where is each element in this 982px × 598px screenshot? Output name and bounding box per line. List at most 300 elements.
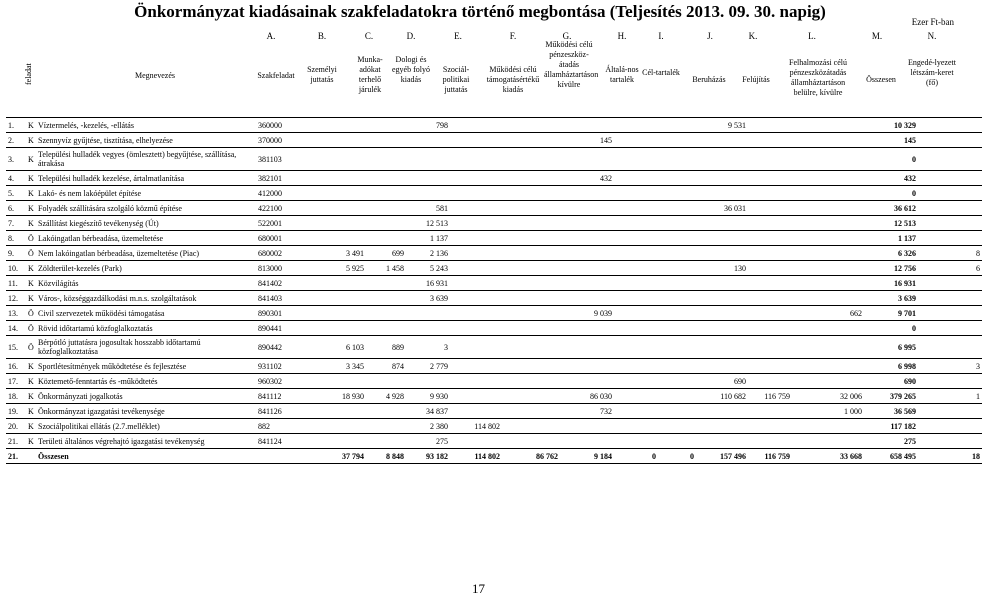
cell-j (658, 276, 696, 291)
row-name: Önkormányzati jogalkotás (36, 389, 256, 404)
total-label: Összesen (36, 449, 256, 464)
cell-g (502, 133, 560, 148)
cell-h (560, 261, 614, 276)
cell-m (792, 291, 864, 306)
row-name: Víztermelés, -kezelés, -ellátás (36, 118, 256, 133)
cell-g (502, 276, 560, 291)
cell-c (318, 216, 366, 231)
table-row (6, 276, 982, 291)
cell-n (918, 419, 982, 434)
cell-k2 (696, 186, 748, 201)
cell-m2: 12 513 (864, 216, 918, 231)
row-number: 19. (6, 404, 26, 419)
cell-c (318, 231, 366, 246)
row-name: Civil szervezetek működési támogatása (36, 306, 256, 321)
cell-i (614, 118, 658, 133)
cell-k2 (696, 336, 748, 359)
cell-e: 12 513 (406, 216, 450, 231)
cell-d (366, 306, 406, 321)
cell-c (318, 171, 366, 186)
cell-i (614, 231, 658, 246)
row-type: K (26, 171, 36, 186)
cell-n: 8 (918, 246, 982, 261)
cell-d: 4 928 (366, 389, 406, 404)
col-letter-a: A. (266, 31, 276, 41)
cell-f (450, 148, 502, 171)
row-name: Települési hulladék vegyes (ömlesztett) begyűjtése, szállítása, átrakása (36, 148, 256, 171)
cell-m (792, 359, 864, 374)
cell-i (614, 171, 658, 186)
header-osszesen: Összesen (866, 75, 896, 84)
cell-i (614, 336, 658, 359)
row-name: Folyadék szállítására szolgáló közmű építése (36, 201, 256, 216)
row-number: 16. (6, 359, 26, 374)
row-szakfeladat: 680002 (256, 246, 318, 261)
cell-h: 9 039 (560, 306, 614, 321)
cell-i (614, 246, 658, 261)
cell-n: 3 (918, 359, 982, 374)
total-cell-n: 18 (918, 449, 982, 464)
row-number: 14. (6, 321, 26, 336)
cell-f (450, 336, 502, 359)
cell-k2: 9 531 (696, 118, 748, 133)
row-type: K (26, 291, 36, 306)
cell-k2 (696, 321, 748, 336)
row-type: K (26, 133, 36, 148)
cell-g (502, 374, 560, 389)
cell-m2: 6 998 (864, 359, 918, 374)
cell-n (918, 276, 982, 291)
cell-k2 (696, 419, 748, 434)
table-row (6, 291, 982, 306)
row-name: Lakóingatlan bérbeadása, üzemeltetése (36, 231, 256, 246)
row-szakfeladat: 882 (256, 419, 318, 434)
row-type: K (26, 389, 36, 404)
cell-n (918, 216, 982, 231)
row-name: Bérpótló juttatásra jogosultak hosszabb időtartamú közfoglalkoztatása (36, 336, 256, 359)
cell-e: 16 931 (406, 276, 450, 291)
total-row (6, 449, 982, 464)
row-name: Város-, községgazdálkodási m.n.s. szolgáltatások (36, 291, 256, 306)
row-type: K (26, 186, 36, 201)
cell-h (560, 374, 614, 389)
table-row (6, 201, 982, 216)
row-type: Ö (26, 231, 36, 246)
cell-j (658, 216, 696, 231)
row-szakfeladat: 382101 (256, 171, 318, 186)
col-letter-j: J. (707, 31, 713, 41)
row-number: 7. (6, 216, 26, 231)
cell-m2: 3 639 (864, 291, 918, 306)
cell-n (918, 118, 982, 133)
row-szakfeladat: 412000 (256, 186, 318, 201)
cell-j (658, 201, 696, 216)
cell-n (918, 321, 982, 336)
cell-m2: 6 326 (864, 246, 918, 261)
cell-d: 889 (366, 336, 406, 359)
cell-m2: 6 995 (864, 336, 918, 359)
cell-c (318, 404, 366, 419)
row-number: 11. (6, 276, 26, 291)
cell-g (502, 171, 560, 186)
cell-j (658, 231, 696, 246)
row-name: Területi általános végrehajtó igazgatási tevékenység (36, 434, 256, 449)
cell-i (614, 389, 658, 404)
row-type: K (26, 419, 36, 434)
table-row (6, 171, 982, 186)
cell-m (792, 186, 864, 201)
cell-i (614, 216, 658, 231)
cell-h (560, 186, 614, 201)
cell-m (792, 434, 864, 449)
total-cell-e: 93 182 (406, 449, 450, 464)
col-letter-n: N. (927, 31, 937, 41)
cell-n (918, 133, 982, 148)
cell-m (792, 261, 864, 276)
row-type: Ö (26, 336, 36, 359)
cell-g (502, 419, 560, 434)
row-type: K (26, 359, 36, 374)
cell-i (614, 148, 658, 171)
row-name: Szállítást kiegészítő tevékenység (Út) (36, 216, 256, 231)
cell-m: 662 (792, 306, 864, 321)
cell-m (792, 201, 864, 216)
cell-l (748, 186, 792, 201)
cell-e (406, 321, 450, 336)
cell-m2: 690 (864, 374, 918, 389)
row-szakfeladat: 370000 (256, 133, 318, 148)
total-cell-i: 9 184 (560, 449, 614, 464)
cell-j (658, 434, 696, 449)
cell-n (918, 404, 982, 419)
cell-f (450, 374, 502, 389)
row-type: K (26, 374, 36, 389)
table-row (6, 118, 982, 133)
row-type: Ö (26, 321, 36, 336)
row-type: Ö (26, 306, 36, 321)
cell-n (918, 231, 982, 246)
total-cell-k2: 157 496 (696, 449, 748, 464)
cell-d: 1 458 (366, 261, 406, 276)
cell-d (366, 216, 406, 231)
cell-g (502, 148, 560, 171)
row-name: Köztemető-fenntartás és -működtetés (36, 374, 256, 389)
row-number: 9. (6, 246, 26, 261)
cell-f (450, 321, 502, 336)
cell-i (614, 201, 658, 216)
cell-m (792, 246, 864, 261)
cell-i (614, 434, 658, 449)
row-szakfeladat: 890301 (256, 306, 318, 321)
cell-k2 (696, 148, 748, 171)
cell-e: 581 (406, 201, 450, 216)
cell-g (502, 186, 560, 201)
cell-j (658, 186, 696, 201)
cell-g (502, 201, 560, 216)
cell-g (502, 434, 560, 449)
cell-c: 5 925 (318, 261, 366, 276)
row-type: K (26, 216, 36, 231)
cell-d: 874 (366, 359, 406, 374)
cell-l (748, 359, 792, 374)
cell-l (748, 261, 792, 276)
row-number: 10. (6, 261, 26, 276)
cell-l (748, 291, 792, 306)
table-row (6, 186, 982, 201)
row-type: K (26, 276, 36, 291)
cell-d (366, 118, 406, 133)
page-number: 17 (472, 581, 485, 596)
header-munkaado: Munka-adókat terhelő járulék (357, 55, 383, 94)
cell-e: 34 837 (406, 404, 450, 419)
row-name: Rövid időtartamú közfoglalkoztatás (36, 321, 256, 336)
row-name: Szociálpolitikai ellátás (2.7.melléklet) (36, 419, 256, 434)
header-beruhazas: Beruházás (692, 75, 726, 84)
cell-h (560, 148, 614, 171)
cell-k2: 110 682 (696, 389, 748, 404)
cell-l (748, 419, 792, 434)
cell-g (502, 291, 560, 306)
cell-f (450, 306, 502, 321)
table-row (6, 246, 982, 261)
header-felujitas: Felújítás (742, 75, 770, 84)
cell-f (450, 171, 502, 186)
cell-j (658, 404, 696, 419)
total-cell-j: 0 (614, 449, 658, 464)
cell-g (502, 321, 560, 336)
row-name: Lakó- és nem lakóépület építése (36, 186, 256, 201)
table-row (6, 336, 982, 359)
cell-d (366, 321, 406, 336)
cell-d (366, 434, 406, 449)
cell-f (450, 186, 502, 201)
cell-m2: 0 (864, 321, 918, 336)
cell-l: 116 759 (748, 389, 792, 404)
row-number: 20. (6, 419, 26, 434)
cell-m2: 117 182 (864, 419, 918, 434)
col-letter-e: E. (454, 31, 462, 41)
cell-m: 32 006 (792, 389, 864, 404)
unit-label: Ezer Ft-ban (911, 17, 954, 27)
table-row (6, 261, 982, 276)
total-cell-h: 86 762 (502, 449, 560, 464)
cell-d (366, 201, 406, 216)
cell-c (318, 306, 366, 321)
cell-l (748, 118, 792, 133)
cell-m2: 9 701 (864, 306, 918, 321)
row-type: K (26, 148, 36, 171)
cell-n (918, 148, 982, 171)
cell-h (560, 419, 614, 434)
cell-e (406, 148, 450, 171)
cell-h: 432 (560, 171, 614, 186)
cell-l (748, 133, 792, 148)
cell-e: 2 779 (406, 359, 450, 374)
cell-i (614, 186, 658, 201)
cell-j (658, 148, 696, 171)
row-szakfeladat: 841126 (256, 404, 318, 419)
cell-f (450, 231, 502, 246)
row-szakfeladat: 422100 (256, 201, 318, 216)
cell-g (502, 261, 560, 276)
header-szocialpol: Szociál-politikai juttatás (442, 65, 470, 94)
cell-m2: 432 (864, 171, 918, 186)
cell-e: 1 137 (406, 231, 450, 246)
cell-k2 (696, 306, 748, 321)
row-szakfeladat: 381103 (256, 148, 318, 171)
cell-d (366, 291, 406, 306)
cell-c (318, 374, 366, 389)
row-type: K (26, 434, 36, 449)
row-szakfeladat: 960302 (256, 374, 318, 389)
cell-j (658, 419, 696, 434)
cell-m (792, 148, 864, 171)
cell-h (560, 321, 614, 336)
cell-j (658, 306, 696, 321)
cell-k2 (696, 171, 748, 186)
cell-d (366, 231, 406, 246)
row-type: K (26, 118, 36, 133)
cell-f (450, 276, 502, 291)
cell-k2: 130 (696, 261, 748, 276)
cell-h: 86 030 (560, 389, 614, 404)
cell-m2: 145 (864, 133, 918, 148)
cell-e (406, 374, 450, 389)
cell-h (560, 216, 614, 231)
cell-f (450, 133, 502, 148)
header-szemelyi: Személyi juttatás (307, 65, 337, 84)
cell-j (658, 374, 696, 389)
cell-m (792, 118, 864, 133)
col-letter-m: M. (871, 31, 883, 41)
cell-h (560, 336, 614, 359)
cell-h (560, 246, 614, 261)
cell-m: 1 000 (792, 404, 864, 419)
row-number: 13. (6, 306, 26, 321)
cell-c: 18 930 (318, 389, 366, 404)
cell-l (748, 434, 792, 449)
table-row (6, 231, 982, 246)
cell-f: 114 802 (450, 419, 502, 434)
cell-l (748, 276, 792, 291)
cell-d: 699 (366, 246, 406, 261)
cell-f (450, 291, 502, 306)
cell-e: 2 380 (406, 419, 450, 434)
cell-l (748, 404, 792, 419)
header-engedelyezett-letszam: Engedé-lyezett létszám-keret (fő) (908, 58, 956, 87)
cell-c (318, 434, 366, 449)
header-szakfeladat: Szakfeladat (257, 71, 295, 80)
cell-n (918, 306, 982, 321)
row-number: 2. (6, 133, 26, 148)
total-cell-j2: 0 (658, 449, 696, 464)
cell-m2: 1 137 (864, 231, 918, 246)
row-szakfeladat: 890442 (256, 336, 318, 359)
cell-g (502, 359, 560, 374)
cell-m2: 36 569 (864, 404, 918, 419)
header-dologi: Dologi és egyéb folyó kiadás (392, 55, 430, 84)
cell-m2: 0 (864, 186, 918, 201)
total-cell-m: 33 668 (792, 449, 864, 464)
cell-h: 145 (560, 133, 614, 148)
cell-n (918, 171, 982, 186)
cell-g (502, 306, 560, 321)
cell-h (560, 434, 614, 449)
total-cell-l: 116 759 (748, 449, 792, 464)
cell-e: 3 639 (406, 291, 450, 306)
cell-m (792, 231, 864, 246)
cell-e: 798 (406, 118, 450, 133)
row-name: Közvilágítás (36, 276, 256, 291)
cell-j (658, 291, 696, 306)
cell-j (658, 359, 696, 374)
cell-c (318, 419, 366, 434)
cell-j (658, 118, 696, 133)
cell-n (918, 336, 982, 359)
cell-m2: 379 265 (864, 389, 918, 404)
cell-c (318, 291, 366, 306)
cell-m (792, 419, 864, 434)
row-name: Szennyvíz gyűjtése, tisztítása, elhelyezése (36, 133, 256, 148)
cell-k2: 36 031 (696, 201, 748, 216)
row-type: K (26, 404, 36, 419)
total-cell-c: 37 794 (318, 449, 366, 464)
header-mukodesi-tamogatas: Működési célú támogatásértékű kiadás (486, 65, 540, 94)
total-type (26, 449, 36, 464)
cell-d (366, 171, 406, 186)
cell-h: 732 (560, 404, 614, 419)
cell-k2 (696, 291, 748, 306)
cell-j (658, 171, 696, 186)
cell-i (614, 291, 658, 306)
cell-m (792, 133, 864, 148)
row-szakfeladat: 841112 (256, 389, 318, 404)
table-row (6, 374, 982, 389)
cell-l (748, 321, 792, 336)
cell-e (406, 133, 450, 148)
cell-f (450, 404, 502, 419)
header-altalanos-tartalek: Általá-nos tartalék (605, 65, 639, 84)
col-letter-b: B. (317, 31, 327, 41)
row-type: K (26, 201, 36, 216)
row-number: 8. (6, 231, 26, 246)
cell-j (658, 261, 696, 276)
cell-c (318, 118, 366, 133)
cell-l (748, 231, 792, 246)
cell-m2: 0 (864, 148, 918, 171)
col-letter-i: I. (658, 31, 664, 41)
col-letter-d: D. (406, 31, 416, 41)
row-number: 3. (6, 148, 26, 171)
cell-f (450, 359, 502, 374)
cell-k2 (696, 216, 748, 231)
total-cell-f: 114 802 (450, 449, 502, 464)
cell-f (450, 118, 502, 133)
cell-c (318, 276, 366, 291)
header-feladat: feladat (24, 63, 33, 85)
row-szakfeladat: 813000 (256, 261, 318, 276)
cell-e: 275 (406, 434, 450, 449)
col-letter-h: H. (617, 31, 627, 41)
cell-k2 (696, 404, 748, 419)
cell-f (450, 434, 502, 449)
cell-f (450, 389, 502, 404)
row-number: 18. (6, 389, 26, 404)
cell-n (918, 434, 982, 449)
cell-h (560, 201, 614, 216)
cell-i (614, 276, 658, 291)
col-letter-k: K. (748, 31, 758, 41)
